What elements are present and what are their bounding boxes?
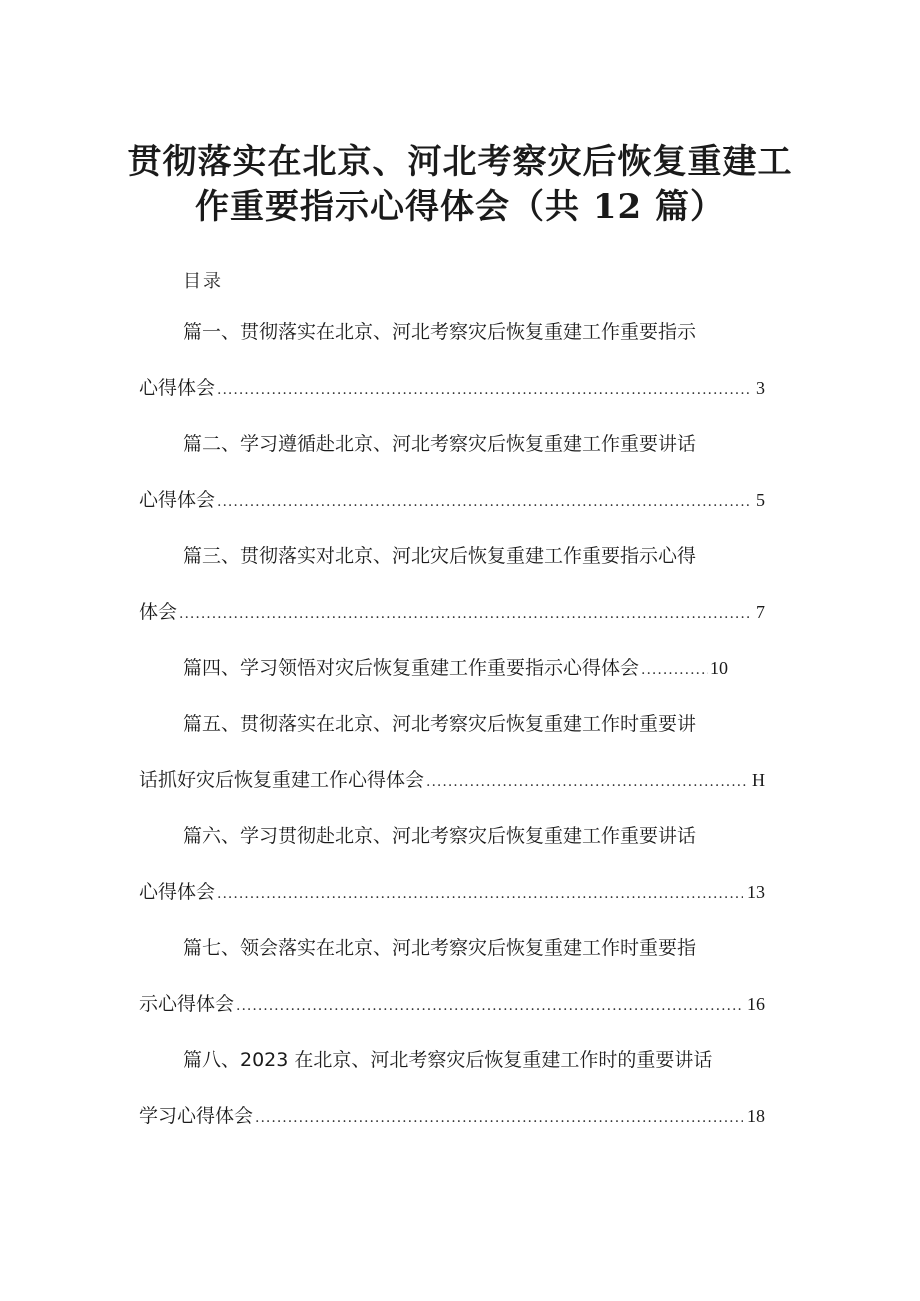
toc-entry-6-page: 13 [747, 882, 765, 902]
toc-entry-1-page: 3 [756, 378, 765, 398]
document-title-line-1: 贯彻落实在北京、河北考察灾后恢复重建工 [127, 142, 793, 182]
toc-entry-3-page: 7 [756, 602, 765, 622]
toc-heading: 目录 [183, 271, 223, 292]
toc-leader-dots [641, 658, 708, 682]
toc-leader-dots [217, 378, 752, 402]
toc-entry-3-title[interactable]: 篇三、贯彻落实对北京、河北灾后恢复重建工作重要指示心得 [183, 545, 697, 567]
toc-entry-8-continuation[interactable] [139, 1104, 765, 1130]
toc-leader-dots [217, 882, 743, 906]
toc-entry-7-title-cont: 示心得体会 [139, 993, 235, 1015]
toc-entry-5-title-cont: 话抓好灾后恢复重建工作心得体会 [139, 769, 425, 791]
toc-entry-8-title[interactable]: 篇八、2023 在北京、河北考察灾后恢复重建工作时的重要讲话 [183, 1049, 713, 1071]
toc-entry-5-page: H [752, 770, 765, 790]
toc-entry-3-title-cont: 体会 [139, 601, 178, 623]
toc-entry-4-title: 篇四、学习领悟对灾后恢复重建工作重要指示心得体会 [183, 657, 640, 679]
toc-entry-6-title[interactable]: 篇六、学习贯彻赴北京、河北考察灾后恢复重建工作重要讲话 [183, 825, 697, 847]
toc-entry-4-page: 10 [710, 658, 728, 678]
toc-entry-5-title[interactable]: 篇五、贯彻落实在北京、河北考察灾后恢复重建工作时重要讲 [183, 713, 697, 735]
toc-leader-dots [217, 490, 752, 514]
toc-entry-1-title[interactable]: 篇一、贯彻落实在北京、河北考察灾后恢复重建工作重要指示 [183, 321, 697, 343]
toc-entry-8-page: 18 [747, 1106, 765, 1126]
toc-entry-2-page: 5 [756, 490, 765, 510]
toc-leader-dots [426, 770, 748, 794]
toc-entry-7-page: 16 [747, 994, 765, 1014]
toc-entry-8-title-cont: 学习心得体会 [139, 1105, 254, 1127]
toc-entry-1-title-cont: 心得体会 [139, 377, 216, 399]
toc-leader-dots [255, 1106, 743, 1130]
toc-entry-1-continuation[interactable] [139, 376, 765, 402]
toc-entry-6-title-cont: 心得体会 [139, 881, 216, 903]
toc-entry-4[interactable] [183, 656, 728, 682]
toc-entry-5-continuation[interactable] [139, 768, 765, 794]
toc-entry-7-title[interactable]: 篇七、领会落实在北京、河北考察灾后恢复重建工作时重要指 [183, 937, 697, 959]
toc-leader-dots [236, 994, 743, 1018]
toc-entry-2-continuation[interactable] [139, 488, 765, 514]
toc-entry-3-continuation[interactable] [139, 600, 765, 626]
document-title-line-2: 作重要指示心得体会（共 12 篇） [195, 187, 725, 227]
toc-entry-6-continuation[interactable] [139, 880, 765, 906]
toc-entry-2-title-cont: 心得体会 [139, 489, 216, 511]
toc-leader-dots [179, 602, 752, 626]
toc-entry-2-title[interactable]: 篇二、学习遵循赴北京、河北考察灾后恢复重建工作重要讲话 [183, 433, 697, 455]
toc-entry-7-continuation[interactable] [139, 992, 765, 1018]
